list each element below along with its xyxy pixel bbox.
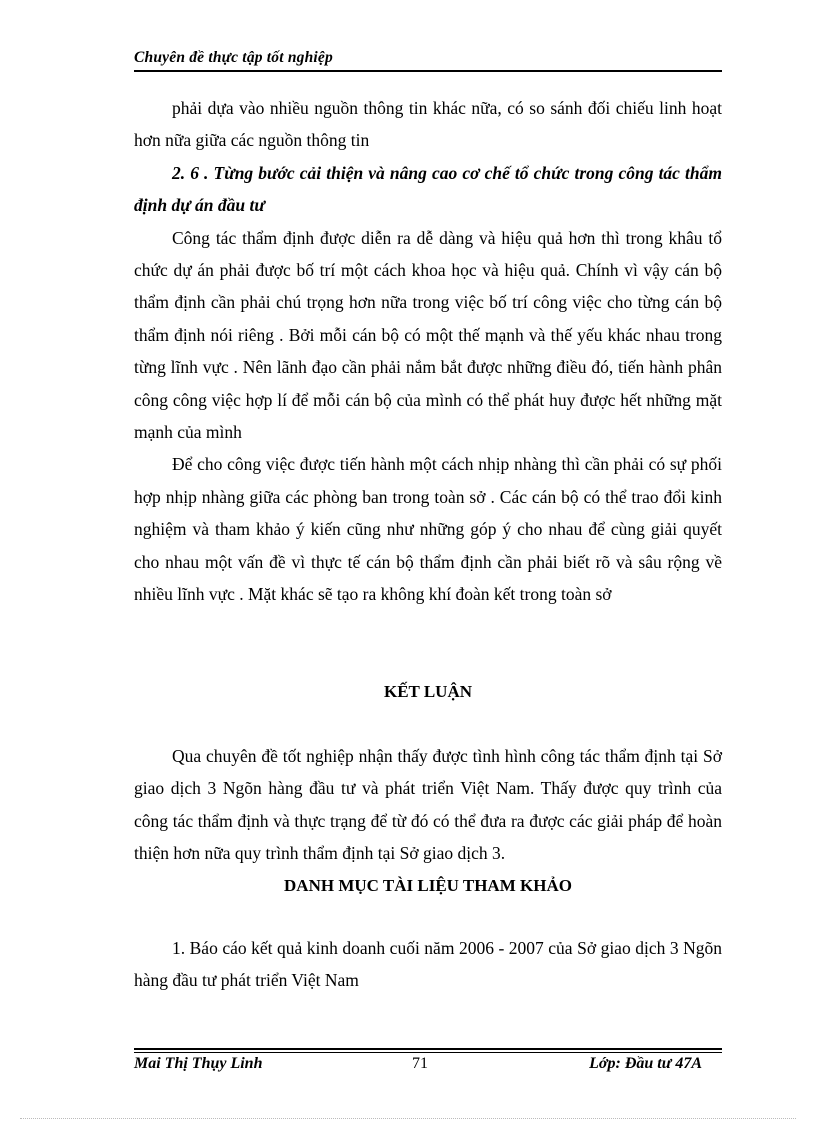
paragraph-organization: Công tác thẩm định được diễn ra dễ dàng và hiệu quả hơn thì trong khâu tổ chức dự án phải được bố trí một cách khoa học và hiệu quả. Chính vì vậy cán bộ thẩm định cần phải chú trọng hơn nữa trong việc bố trí công việc cho từng cán bộ thẩm định nói riêng . Bởi mỗi cán bộ có một thế mạnh và thế yếu khác nhau trong từng lĩnh vực . Nên lãnh đạo cần phải nắm bắt được những điều đó, tiến hành phân công công việc hợp lí để mỗi cán bộ của mình có thể phát huy được hết những mặt mạnh của mình — [134, 227, 722, 443]
footer-rule-bottom — [134, 1052, 722, 1053]
spacer — [134, 708, 722, 740]
header-rule — [134, 70, 722, 72]
page-header — [134, 47, 722, 71]
page-footer — [134, 1055, 722, 1075]
footer-author: Mai Thị Thụy Linh — [134, 1055, 263, 1072]
header-title: Chuyên đề thực tập tốt nghiệp — [134, 49, 333, 66]
spacer — [134, 611, 722, 676]
footer-rule-top — [134, 1048, 722, 1050]
page-body — [134, 92, 722, 997]
reference-item: 1. Báo cáo kết quả kinh doanh cuối năm 2006 - 2007 của Sở giao dịch 3 Ngõn hàng đầu tư phát triển Việt Nam — [134, 937, 722, 991]
paragraph-continuation: phải dựa vào nhiều nguồn thông tin khác nữa, có so sánh đối chiếu linh hoạt hơn nữa giữa các nguồn thông tin — [134, 98, 722, 151]
conclusion-text: Qua chuyên đề tốt nghiệp nhận thấy được tình hình công tác thẩm định tại Sở giao dịch 3 Ngõn hàng đầu tư và phát triển Việt Nam. Thấy được quy trình của công tác thẩm định và thực trạng để từ đó có thể đưa ra được các giải pháp để hoàn thiện hơn nữa quy trình thẩm định tại Sở giao dịch 3. — [134, 745, 722, 864]
section-heading-2-6: 2. 6 . Từng bước cải thiện và nâng cao cơ chế tổ chức trong công tác thẩm định dự án đầu tư — [134, 162, 722, 216]
conclusion-heading: KẾT LUẬN — [383, 681, 472, 701]
references-heading: DANH MỤC TÀI LIỆU THAM KHẢO — [284, 875, 572, 895]
paragraph-coordination: Để cho công việc được tiến hành một cách nhịp nhàng thì cần phải có sự phối hợp nhịp nhàng giữa các phòng ban trong toàn sở . Các cán bộ có thể trao đổi kinh nghiệm và tham khảo ý kiến cũng như những góp ý cho nhau để cùng giải quyết cho nhau một vấn đề vì thực tế cán bộ thẩm định cần phải biết rõ và sâu rộng về nhiều lĩnh vực . Mặt khác sẽ tạo ra không khí đoàn kết trong toàn sở — [134, 454, 722, 605]
spacer — [134, 902, 722, 932]
footer-class: Lớp: Đầu tư 47A — [589, 1055, 702, 1072]
footer-page-number: 71 — [412, 1055, 428, 1072]
page-bottom-dotted-line — [20, 1118, 796, 1119]
